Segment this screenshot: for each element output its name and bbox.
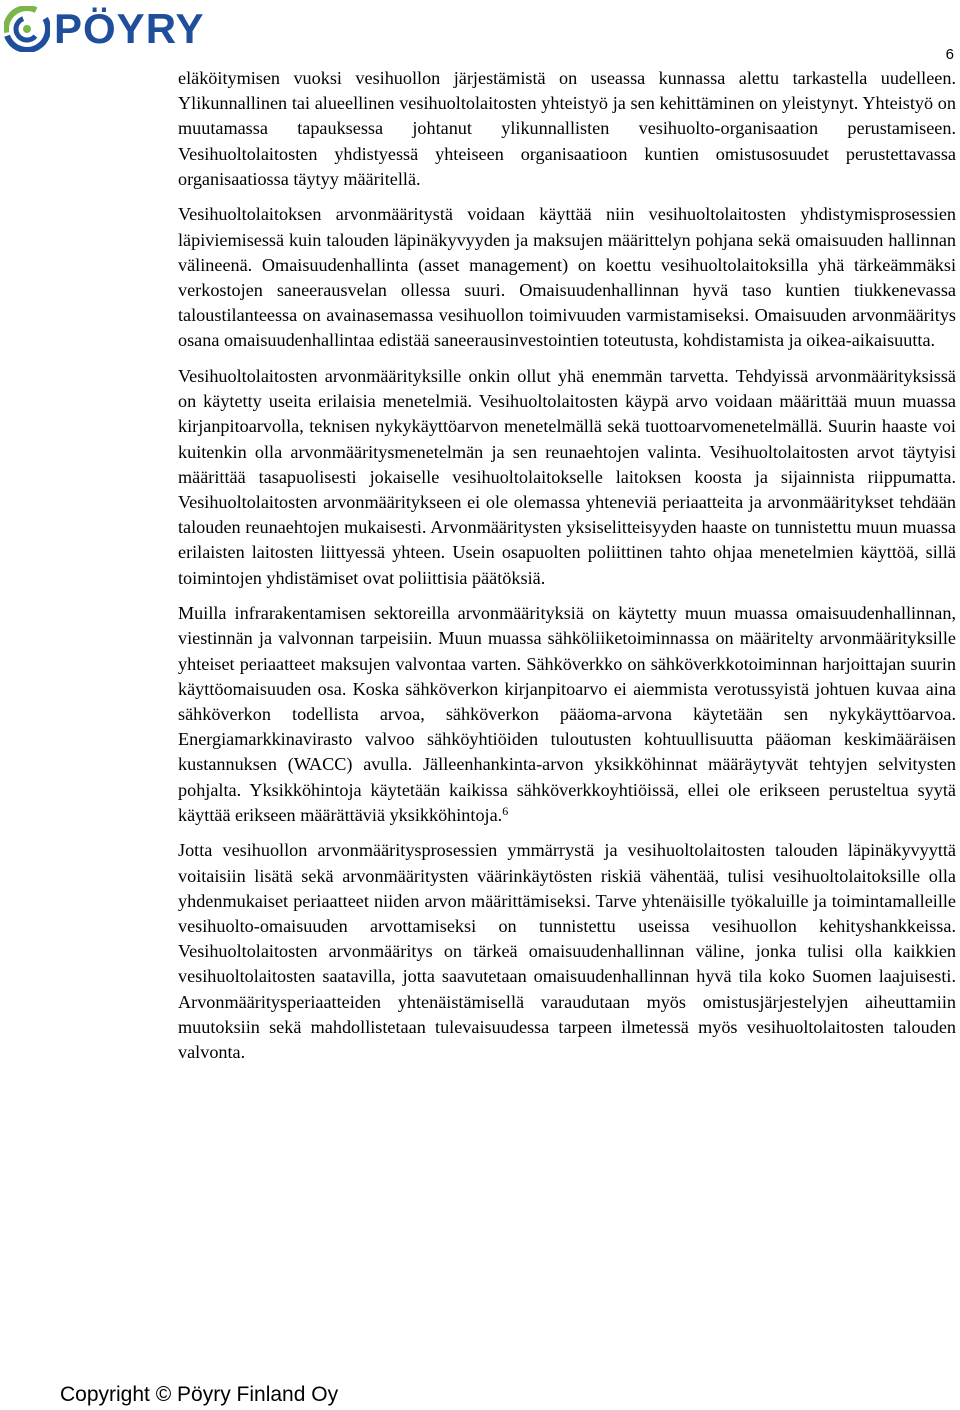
document-body bbox=[178, 66, 956, 1076]
company-logo bbox=[4, 6, 204, 52]
body-paragraph-2: Vesihuoltolaitoksen arvonmääritystä voidaan käyttää niin vesihuoltolaitosten yhdistymisprosessien läpiviemisessä kuin talouden läpinäkyvyyden ja maksujen määrittelyn pohjana sekä omaisuuden hallinnan välineenä. Omaisuudenhallinta (asset management) on koettu vesihuoltolaitoksilla yhä tärkeämmäksi verkostojen saneerausvelan ollessa suuri. Omaisuudenhallinnan hyvä taso kuntien tiukkenevassa taloustilanteessa on avainasemassa vesihuollon toimivuuden varmistamiseksi. Omaisuuden arvonmääritys osana omaisuudenhallintaa edistää saneerausinvestointien toteutusta, kohdistamista ja oikea-aikaisuutta. bbox=[178, 204, 956, 351]
body-paragraph-4-text: Muilla infrarakentamisen sektoreilla arvonmäärityksiä on käytetty muun muassa omaisuudenhallinnan, viestinnän ja valvonnan tarpeisiin. Muun muassa sähköliiketoiminnassa on määritelty arvonmäärityksille yhteiset periaatteet maksujen valvontaa varten. Sähköverkko on sähköverkkotoiminnan harjoittajan suurin käyttöomaisuuden osa. Koska sähköverkon kirjanpitoarvo ei aiemmista verotussyistä johtuen kuvaa aina sähköverkon todellista arvoa, sähköverkon pääoma-arvona käytetään sen nykykäyttöarvoa. Energiamarkkinavirasto valvoo sähköyhtiöiden tuloutusten kohtuullisuutta pääoman keskimääräisen kustannuksen (WACC) avulla. Jälleenhankinta-arvon yksikköhinnat määräytyvät tehtyjen selvitysten pohjalta. Yksikköhintoja käytetään kaikissa sähköverkkoyhtiöissä, ellei ole erikseen perusteltua syytä käyttää erikseen määrättäviä yksikköhintoja. bbox=[178, 603, 956, 825]
body-paragraph-4 bbox=[178, 601, 956, 828]
page-number: 6 bbox=[945, 46, 954, 63]
body-paragraph-1: eläköitymisen vuoksi vesihuollon järjestämistä on useassa kunnassa alettu tarkastella uudelleen. Ylikunnallinen tai alueellinen vesihuoltolaitosten yhteistyö ja sen kehittäminen on yleistynyt. Yhteistyö on muutamassa tapauksessa johtanut ylikunnallisten vesihuolto-organisaation perustamiseen. Vesihuoltolaitosten yhdistyessä yhteiseen organisaatioon kuntien omistusosuudet perustettavassa organisaatiossa täytyy määritellä. bbox=[178, 68, 956, 189]
footnote-reference[interactable]: 6 bbox=[502, 803, 509, 818]
body-paragraph-5: Jotta vesihuollon arvonmääritysprosessien ymmärrystä ja vesihuoltolaitosten talouden läpinäkyvyyttä voitaisiin lisätä sekä arvonmääritysten väärinkäytösten riskiä vähentää, tulisi vesihuoltolaitoksille olla yhdenmukaiset periaatteet niiden arvon määrittämiseksi. Tarve yhtenäisille työkaluille ja toimintamalleille vesihuolto-omaisuuden arvottamiseksi on tunnistettu useissa vesihuollon kehityshankkeissa. Vesihuoltolaitosten arvonmääritys on tärkeä omaisuudenhallinnan väline, jonka tulisi olla kaikkien vesihuoltolaitosten saatavilla, jotta saavutetaan omaisuudenhallinnan hyvä tila koko Suomen laajuisesti. Arvonmääritysperiaatteiden yhtenäistämisellä varaudutaan myös omistusjärjestelyjen aiheuttamiin muutoksiin sekä mahdollistetaan tulevaisuudessa tarpeen ilmetessä myös vesihuoltolaitosten talouden valvonta. bbox=[178, 840, 956, 1063]
logo-wordmark: PÖYRY bbox=[54, 5, 205, 52]
body-paragraph-3: Vesihuoltolaitosten arvonmäärityksille onkin ollut yhä enemmän tarvetta. Tehdyissä arvonmäärityksissä on käytetty useita erilaisia menetelmiä. Vesihuoltolaitosten käypä arvo voidaan määrittää muun muassa kirjanpitoarvolla, teknisen nykykäyttöarvon menetelmällä sekä tuottoarvomenetelmällä. Suurin haaste voi kuitenkin olla arvonmääritysmenetelmän ja sen reunaehtojen valinta. Vesihuoltolaitosten arvot täytyisi määrittää tasapuolisesti jokaiselle vesihuoltolaitokselle laitoksen koosta ja sijainnista riippumatta. Vesihuoltolaitosten arvonmääritykseen ei ole olemassa yhteneviä periaatteita ja arvonmääritykset tehdään talouden reunaehtojen mukaisesti. Arvonmääritysten yksiselitteisyyden haaste on tunnistettu muun muassa erilaisten laitosten liittyessä yhteen. Usein osapuolten poliittinen tahto ohjaa menetelmien käyttöä, sillä toimintojen yhdistämiset ovat poliittisia päätöksiä. bbox=[178, 366, 956, 588]
poyry-swirl-logo-icon bbox=[4, 6, 50, 52]
copyright-footer: Copyright © Pöyry Finland Oy bbox=[60, 1383, 339, 1406]
